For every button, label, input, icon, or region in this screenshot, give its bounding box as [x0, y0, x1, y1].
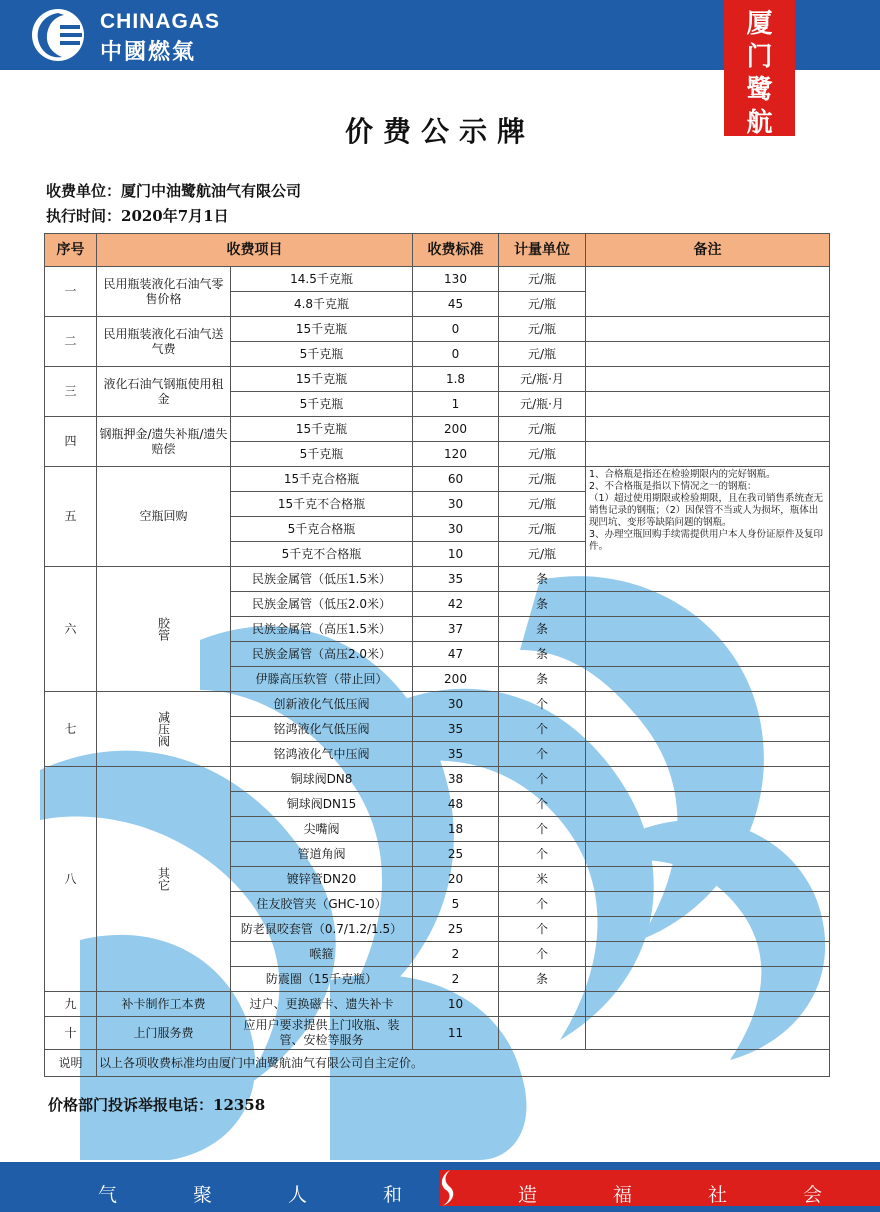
group-no: 十 — [45, 1017, 97, 1050]
item-price: 11 — [413, 1017, 499, 1050]
group-no: 一 — [45, 267, 97, 317]
group-category-text: 减压阀 — [156, 711, 171, 747]
item-unit: 元/瓶·月 — [499, 392, 586, 417]
item-price: 20 — [413, 867, 499, 892]
item-price: 0 — [413, 317, 499, 342]
item-name: 4.8千克瓶 — [231, 292, 413, 317]
item-name: 住友胶管夹（GHC-10） — [231, 892, 413, 917]
item-unit: 条 — [499, 642, 586, 667]
chinagas-logo-icon — [30, 7, 86, 63]
item-unit: 元/瓶 — [499, 342, 586, 367]
item-unit: 条 — [499, 592, 586, 617]
note-cell — [586, 442, 830, 467]
group-category: 补卡制作工本费 — [97, 992, 231, 1017]
item-price: 1 — [413, 392, 499, 417]
item-name: 15千克合格瓶 — [231, 467, 413, 492]
item-unit: 元/瓶 — [499, 417, 586, 442]
header-no: 序号 — [45, 234, 97, 267]
item-name: 15千克瓶 — [231, 317, 413, 342]
item-name: 铭鸿液化气中压阀 — [231, 742, 413, 767]
slogan-char: 和 — [382, 1184, 402, 1206]
item-name: 创新液化气低压阀 — [231, 692, 413, 717]
item-name: 应用户要求提供上门收瓶、装管、安检等服务 — [231, 1017, 413, 1050]
slogan-char: 聚 — [192, 1184, 212, 1206]
item-name: 15千克瓶 — [231, 367, 413, 392]
note-cell — [586, 567, 830, 592]
group-category-text: 胶管 — [156, 617, 171, 641]
note-cell — [586, 592, 830, 617]
item-unit: 个 — [499, 792, 586, 817]
item-name: 铭鸿液化气低压阀 — [231, 717, 413, 742]
group-no: 二 — [45, 317, 97, 367]
item-unit: 个 — [499, 767, 586, 792]
group-no: 八 — [45, 767, 97, 992]
note-cell — [586, 392, 830, 417]
group-category: 液化石油气钢瓶使用租金 — [97, 367, 231, 417]
item-unit: 个 — [499, 717, 586, 742]
note-cell — [586, 1017, 830, 1050]
note-cell — [586, 842, 830, 867]
group-no: 五 — [45, 467, 97, 567]
group-no: 四 — [45, 417, 97, 467]
item-price: 47 — [413, 642, 499, 667]
effective-date: 执行时间：2020年7月1日 — [46, 207, 229, 225]
slogan-char: 社 — [707, 1184, 727, 1206]
item-price: 35 — [413, 742, 499, 767]
note-cell — [586, 992, 830, 1017]
note-cell — [586, 692, 830, 717]
item-price: 0 — [413, 342, 499, 367]
item-name: 伊滕高压软管（带止回） — [231, 667, 413, 692]
note-cell — [586, 642, 830, 667]
slogan-right — [480, 1180, 860, 1207]
item-price: 42 — [413, 592, 499, 617]
item-unit: 元/瓶 — [499, 442, 586, 467]
header-item: 收费项目 — [97, 234, 413, 267]
item-unit: 个 — [499, 892, 586, 917]
item-price: 120 — [413, 442, 499, 467]
item-price: 45 — [413, 292, 499, 317]
item-name: 15千克不合格瓶 — [231, 492, 413, 517]
note-cell — [586, 617, 830, 642]
item-name: 14.5千克瓶 — [231, 267, 413, 292]
slogan-char: 气 — [97, 1184, 117, 1206]
item-name: 镀锌管DN20 — [231, 867, 413, 892]
location-tag-char: 厦 — [746, 9, 773, 39]
item-unit: 元/瓶 — [499, 467, 586, 492]
item-price: 130 — [413, 267, 499, 292]
item-price: 60 — [413, 467, 499, 492]
item-unit: 个 — [499, 942, 586, 967]
item-name: 民族金属管（高压1.5米） — [231, 617, 413, 642]
item-price: 2 — [413, 967, 499, 992]
item-unit: 个 — [499, 817, 586, 842]
item-unit: 个 — [499, 742, 586, 767]
item-price: 30 — [413, 517, 499, 542]
item-price: 35 — [413, 717, 499, 742]
fee-table — [44, 233, 830, 1077]
item-unit: 条 — [499, 967, 586, 992]
slogan-char: 会 — [802, 1184, 822, 1206]
page-title: 价费公示牌 — [344, 115, 535, 148]
group-category — [97, 767, 231, 992]
recycle-note — [586, 467, 830, 567]
item-name: 管道角阀 — [231, 842, 413, 867]
group-category: 上门服务费 — [97, 1017, 231, 1050]
item-name: 民族金属管（低压1.5米） — [231, 567, 413, 592]
note-cell — [586, 917, 830, 942]
note-cell — [586, 767, 830, 792]
item-price: 35 — [413, 567, 499, 592]
item-name: 防老鼠咬套管（0.7/1.2/1.5） — [231, 917, 413, 942]
item-unit: 元/瓶 — [499, 267, 586, 292]
item-price: 25 — [413, 842, 499, 867]
explanation-label: 说明 — [45, 1050, 97, 1077]
item-name: 尖嘴阀 — [231, 817, 413, 842]
note-cell — [586, 367, 830, 392]
item-unit — [499, 1017, 586, 1050]
item-name: 喉箍 — [231, 942, 413, 967]
note-cell — [586, 792, 830, 817]
item-name: 5千克瓶 — [231, 442, 413, 467]
item-unit: 元/瓶 — [499, 292, 586, 317]
note-cell — [586, 892, 830, 917]
group-no: 七 — [45, 692, 97, 767]
note-cell — [586, 417, 830, 442]
item-name: 15千克瓶 — [231, 417, 413, 442]
item-name: 民族金属管（低压2.0米） — [231, 592, 413, 617]
group-no: 九 — [45, 992, 97, 1017]
group-category: 民用瓶装液化石油气送气费 — [97, 317, 231, 367]
item-price: 200 — [413, 417, 499, 442]
brand-chinese: 中國燃氣 — [100, 40, 197, 65]
item-unit: 元/瓶 — [499, 542, 586, 567]
item-price: 200 — [413, 667, 499, 692]
slogan-char: 人 — [287, 1184, 307, 1206]
item-name: 过户、更换磁卡、遗失补卡 — [231, 992, 413, 1017]
note-cell — [586, 667, 830, 692]
note-text: 1、合格瓶是指还在检验期限内的完好钢瓶。 2、不合格瓶是指以下情况之一的钢瓶： （1）超过使用期限或检验期限，且在我司销售系统查无销售记录的钢瓶；（2）因保管不当或人为损坏，瓶体出现凹坑、变形等缺陷问题的钢瓶。 3、办理空瓶回购手续需提供用户本人身份证原件及复印件。 — [589, 469, 824, 552]
header-price: 收费标准 — [413, 234, 499, 267]
note-cell — [586, 342, 830, 367]
item-name: 铜球阀DN8 — [231, 767, 413, 792]
group-category: 民用瓶装液化石油气零售价格 — [97, 267, 231, 317]
item-unit: 米 — [499, 867, 586, 892]
item-unit: 条 — [499, 617, 586, 642]
note-cell — [586, 817, 830, 842]
item-name: 5千克瓶 — [231, 392, 413, 417]
item-unit: 条 — [499, 567, 586, 592]
item-unit: 元/瓶 — [499, 492, 586, 517]
item-unit: 元/瓶 — [499, 317, 586, 342]
item-price: 18 — [413, 817, 499, 842]
item-price: 10 — [413, 542, 499, 567]
slogan-char: 造 — [517, 1184, 537, 1206]
explanation-text: 以上各项收费标准均由厦门中油鹭航油气有限公司自主定价。 — [97, 1050, 830, 1077]
item-name: 5千克不合格瓶 — [231, 542, 413, 567]
note-cell — [586, 317, 830, 342]
note-cell — [586, 717, 830, 742]
note-cell — [586, 267, 830, 317]
item-name: 民族金属管（高压2.0米） — [231, 642, 413, 667]
brand-english: CHINAGAS — [100, 10, 221, 33]
slogan-left — [60, 1180, 440, 1207]
group-category: 钢瓶押金/遗失补瓶/遗失赔偿 — [97, 417, 231, 467]
group-category-text: 其它 — [156, 867, 171, 891]
item-price: 5 — [413, 892, 499, 917]
slogan-char: 福 — [612, 1184, 632, 1206]
item-unit: 元/瓶 — [499, 517, 586, 542]
note-cell — [586, 967, 830, 992]
group-category — [97, 567, 231, 692]
item-name: 5千克瓶 — [231, 342, 413, 367]
item-unit: 个 — [499, 917, 586, 942]
item-price: 10 — [413, 992, 499, 1017]
item-name: 5千克合格瓶 — [231, 517, 413, 542]
item-price: 30 — [413, 692, 499, 717]
item-unit — [499, 992, 586, 1017]
note-cell — [586, 942, 830, 967]
header-unit: 计量单位 — [499, 234, 586, 267]
group-no: 六 — [45, 567, 97, 692]
note-cell — [586, 742, 830, 767]
charging-unit: 收费单位：厦门中油鹭航油气有限公司 — [46, 182, 302, 200]
item-price: 38 — [413, 767, 499, 792]
item-price: 25 — [413, 917, 499, 942]
location-tag-char: 鹭 — [746, 75, 773, 105]
group-category — [97, 692, 231, 767]
location-tag-char: 门 — [746, 42, 773, 72]
item-price: 30 — [413, 492, 499, 517]
group-no: 三 — [45, 367, 97, 417]
item-unit: 条 — [499, 667, 586, 692]
item-unit: 元/瓶·月 — [499, 367, 586, 392]
item-unit: 个 — [499, 842, 586, 867]
item-price: 37 — [413, 617, 499, 642]
group-category: 空瓶回购 — [97, 467, 231, 567]
note-cell — [586, 867, 830, 892]
item-price: 2 — [413, 942, 499, 967]
item-name: 铜球阀DN15 — [231, 792, 413, 817]
location-tag-char: 航 — [746, 108, 773, 138]
item-unit: 个 — [499, 692, 586, 717]
item-price: 1.8 — [413, 367, 499, 392]
header-note: 备注 — [586, 234, 830, 267]
complaint-hotline: 价格部门投诉举报电话：12358 — [48, 1096, 266, 1114]
item-name: 防震圈（15千克瓶） — [231, 967, 413, 992]
item-price: 48 — [413, 792, 499, 817]
